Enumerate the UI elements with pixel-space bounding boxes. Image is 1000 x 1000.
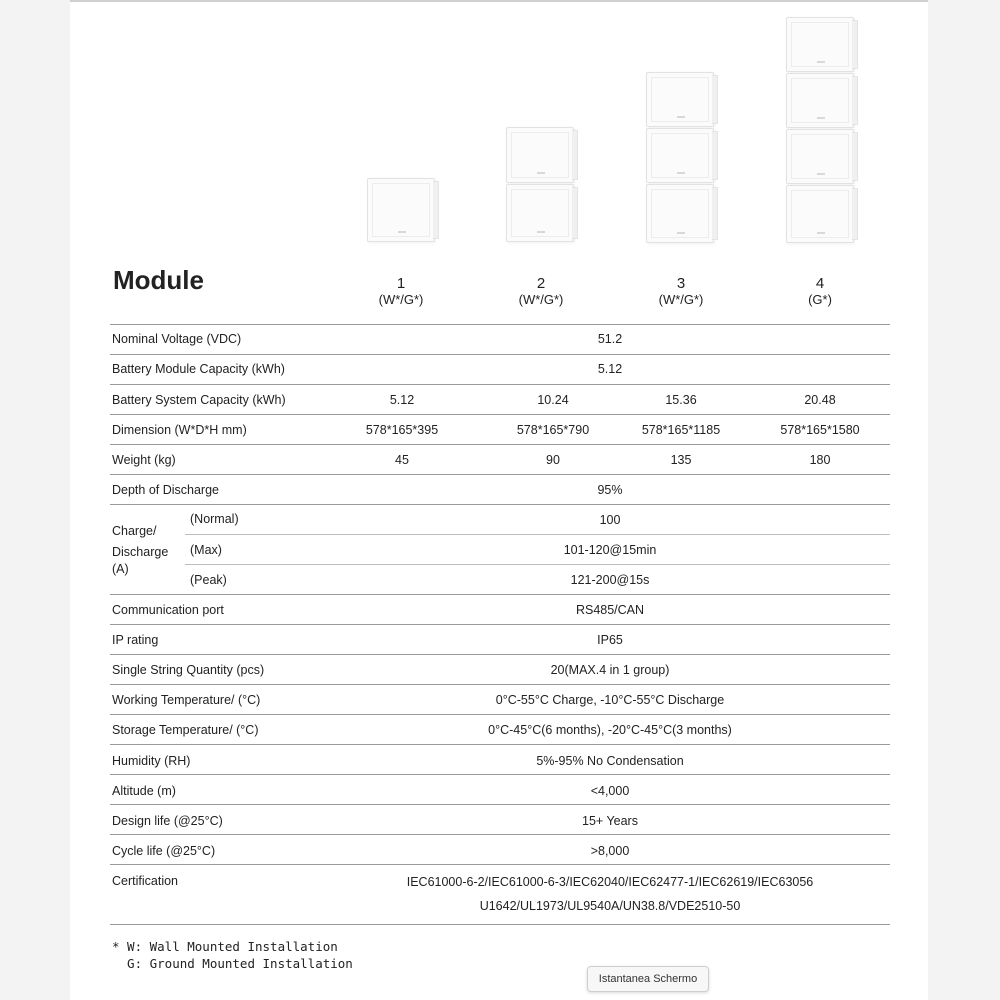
dimension-4: 578*165*1580	[780, 423, 860, 437]
row-label-nominal-voltage: Nominal Voltage (VDC)	[112, 332, 242, 346]
table-subdivider	[185, 534, 890, 535]
column-number: 3	[676, 275, 686, 292]
table-subdivider	[185, 564, 890, 565]
comm-port-value: RS485/CAN	[575, 603, 645, 617]
table-divider	[110, 774, 890, 775]
table-divider	[110, 414, 890, 415]
column-header-3	[631, 276, 731, 308]
row-label-storage-temp: Storage Temperature/ (°C)	[112, 723, 259, 737]
table-divider	[110, 384, 890, 385]
certification-line-1: IEC61000-6-2/IEC61000-6-3/IEC62040/IEC62477-1/IEC62619/IEC63056	[406, 875, 814, 889]
weight-2: 90	[546, 453, 560, 467]
column-install-type: (W*/G*)	[658, 292, 704, 307]
footnote-ground-mounted: G: Ground Mounted Installation	[112, 956, 353, 971]
row-label-design-life: Design life (@25°C)	[112, 814, 223, 828]
table-divider	[110, 624, 890, 625]
row-label-charge-line1: Charge/	[112, 524, 157, 538]
module-capacity-value: 5.12	[597, 362, 623, 376]
battery-stack-1	[367, 178, 439, 242]
charge-peak-value: 121-200@15s	[570, 573, 650, 587]
storage-temp-value: 0°C-45°C(6 months), -20°C-45°C(3 months)	[488, 723, 732, 737]
ip-rating-value: IP65	[597, 633, 623, 647]
battery-stack-3	[646, 72, 718, 244]
battery-module	[786, 73, 854, 128]
charge-peak-label: (Peak)	[190, 573, 227, 587]
battery-module	[506, 184, 574, 242]
row-label-ip-rating: IP rating	[112, 633, 159, 647]
row-label-module-capacity: Battery Module Capacity (kWh)	[112, 362, 285, 376]
system-capacity-3: 15.36	[665, 393, 697, 407]
row-label-comm-port: Communication port	[112, 603, 224, 617]
nominal-voltage-value: 51.2	[597, 332, 623, 346]
table-divider	[110, 474, 890, 475]
column-number: 1	[396, 275, 406, 292]
system-capacity-2: 10.24	[537, 393, 569, 407]
column-header-1	[351, 276, 451, 308]
row-label-charge-line2: Discharge	[112, 545, 169, 559]
row-label-certification: Certification	[112, 874, 178, 888]
altitude-value: <4,000	[590, 784, 630, 798]
row-label-altitude: Altitude (m)	[112, 784, 176, 798]
table-divider	[110, 444, 890, 445]
battery-module	[786, 185, 854, 243]
humidity-value: 5%-95% No Condensation	[536, 754, 684, 768]
working-temp-value: 0°C-55°C Charge, -10°C-55°C Discharge	[495, 693, 725, 707]
column-number: 4	[815, 275, 825, 292]
table-divider	[110, 804, 890, 805]
row-label-weight: Weight (kg)	[112, 453, 176, 467]
table-divider	[110, 684, 890, 685]
charge-max-label: (Max)	[190, 543, 222, 557]
column-number: 2	[536, 275, 546, 292]
string-qty-value: 20(MAX.4 in 1 group)	[550, 663, 670, 677]
certification-line-2: U1642/UL1973/UL9540A/UN38.8/VDE2510-50	[479, 899, 741, 913]
battery-module	[646, 128, 714, 183]
table-divider	[110, 834, 890, 835]
screenshot-tooltip: Istantanea Schermo	[587, 966, 709, 992]
column-install-type: (W*/G*)	[518, 292, 564, 307]
table-divider	[110, 714, 890, 715]
system-capacity-4: 20.48	[804, 393, 836, 407]
table-divider	[110, 654, 890, 655]
battery-module	[646, 72, 714, 127]
weight-4: 180	[809, 453, 831, 467]
battery-module	[646, 184, 714, 243]
cycle-life-value: >8,000	[590, 844, 630, 858]
row-label-system-capacity: Battery System Capacity (kWh)	[112, 393, 286, 407]
battery-stack-4	[786, 17, 858, 244]
table-divider	[110, 324, 890, 325]
design-life-value: 15+ Years	[582, 814, 638, 828]
row-label-working-temp: Working Temperature/ (°C)	[112, 693, 261, 707]
dimension-2: 578*165*790	[516, 423, 590, 437]
dimension-1: 578*165*395	[365, 423, 439, 437]
dimension-3: 578*165*1185	[641, 423, 721, 437]
column-install-type: (W*/G*)	[378, 292, 424, 307]
table-divider	[110, 864, 890, 865]
battery-stack-2	[506, 127, 578, 243]
battery-module	[786, 17, 854, 72]
charge-normal-value: 100	[599, 513, 621, 527]
row-label-cycle-life: Cycle life (@25°C)	[112, 844, 216, 858]
row-label-dod: Depth of Discharge	[112, 483, 220, 497]
row-label-charge-line3: (A)	[112, 562, 129, 576]
table-divider	[110, 354, 890, 355]
table-divider	[110, 744, 890, 745]
row-label-humidity: Humidity (RH)	[112, 754, 191, 768]
column-header-4	[770, 276, 870, 308]
row-label-string-qty: Single String Quantity (pcs)	[112, 663, 265, 677]
charge-max-value: 101-120@15min	[563, 543, 657, 557]
battery-module	[786, 129, 854, 184]
footnote-wall-mounted: * W: Wall Mounted Installation	[112, 939, 338, 954]
table-divider	[110, 924, 890, 925]
battery-module	[367, 178, 435, 242]
column-header-2	[491, 276, 591, 308]
system-capacity-1: 5.12	[389, 393, 415, 407]
row-label-dimension: Dimension (W*D*H mm)	[112, 423, 247, 437]
battery-module	[506, 127, 574, 183]
module-title: Module	[113, 265, 204, 295]
weight-3: 135	[670, 453, 692, 467]
charge-normal-label: (Normal)	[190, 512, 239, 526]
dod-value: 95%	[597, 483, 623, 497]
weight-1: 45	[395, 453, 409, 467]
column-install-type: (G*)	[808, 292, 832, 307]
table-divider	[110, 594, 890, 595]
table-divider	[110, 504, 890, 505]
